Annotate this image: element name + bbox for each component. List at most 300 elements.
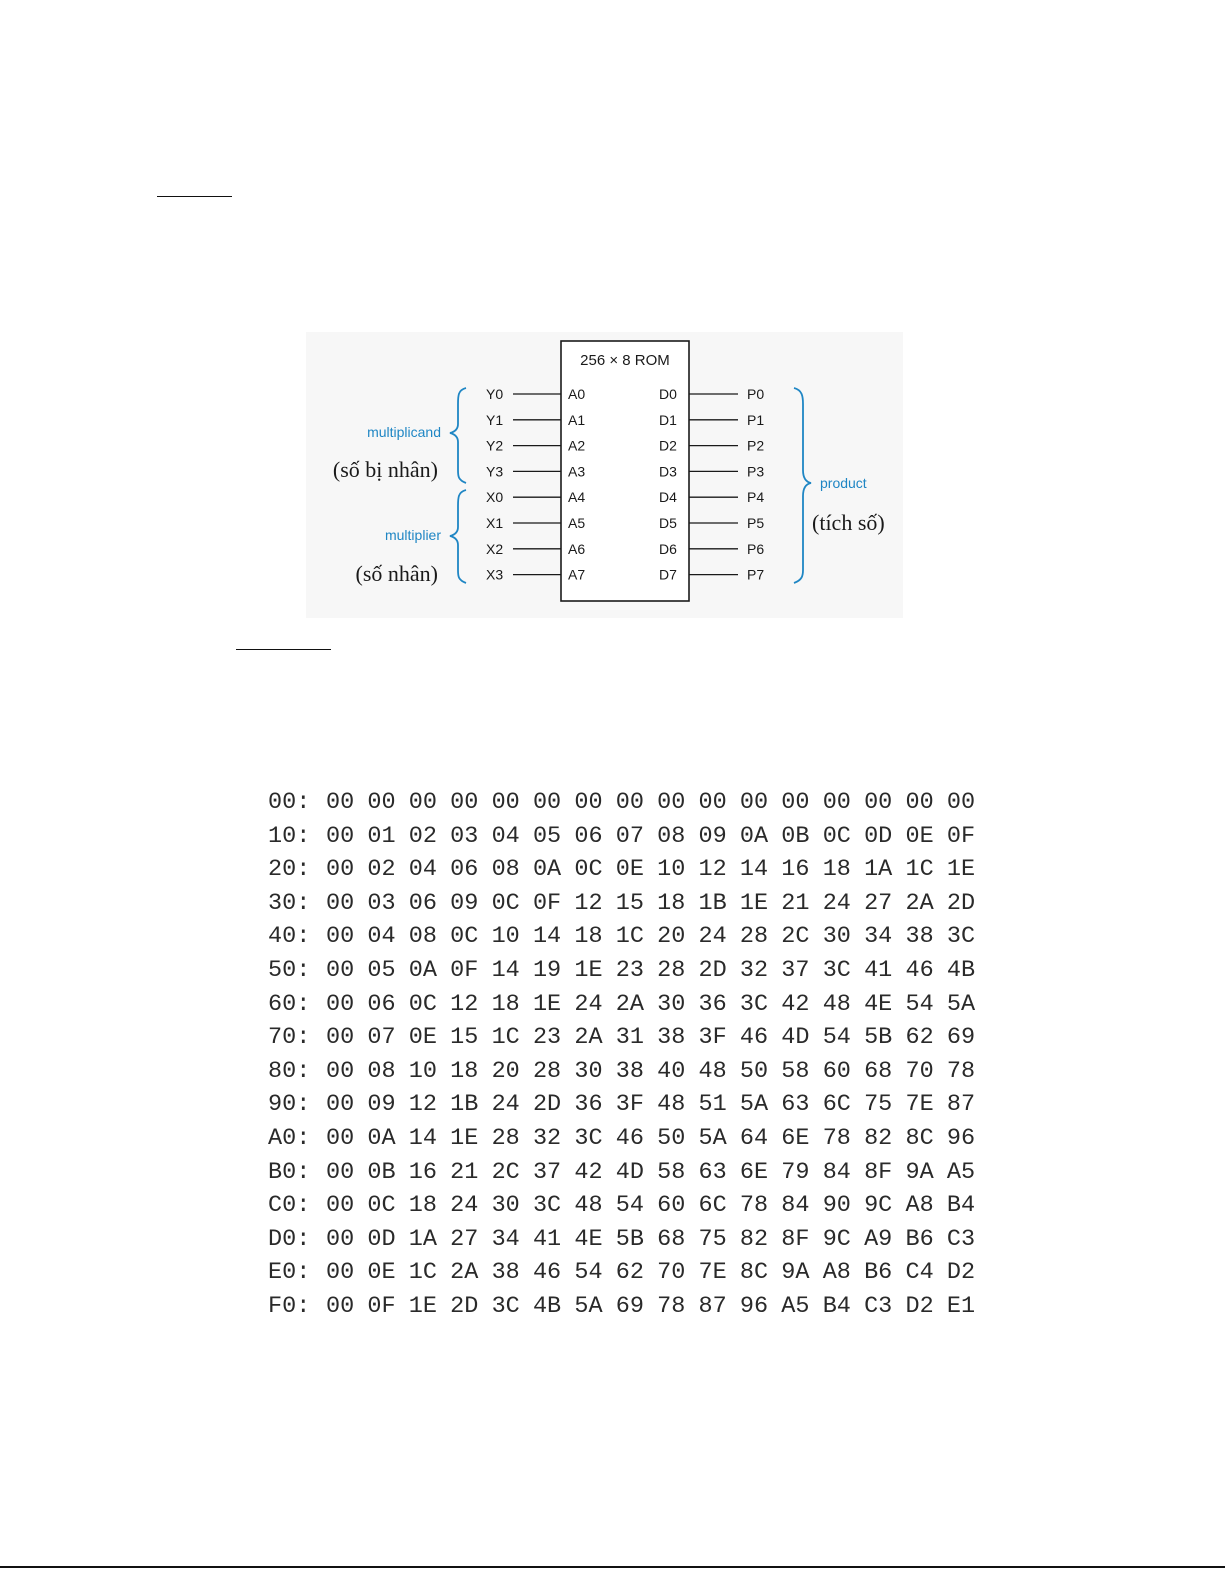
hex-cell: 06 (408, 889, 437, 917)
hex-cell: 54 (905, 990, 934, 1018)
hex-cell: 0E (905, 822, 934, 850)
hex-cell: 08 (408, 923, 437, 951)
hex-cell: B4 (946, 1192, 976, 1220)
hex-cell: 3F (698, 1024, 727, 1052)
hex-cell: 00 (326, 923, 355, 951)
hex-cell: 3C (491, 1292, 520, 1320)
hex-cell: 4B (946, 956, 976, 984)
hex-cell: 9A (781, 1259, 810, 1287)
hex-cell: 03 (367, 889, 396, 917)
hex-cell: 1E (450, 1124, 479, 1152)
hex-cell: 0C (408, 990, 437, 1018)
input-label: X1 (486, 515, 504, 531)
hex-cell: A5 (946, 1158, 976, 1186)
hex-cell: 5A (574, 1292, 603, 1320)
hex-row (268, 1223, 988, 1257)
hex-row (268, 1021, 988, 1055)
hex-cell: 03 (450, 822, 479, 850)
rom-diagram-svg (306, 332, 903, 618)
multiplier-viet-label: (số nhân) (355, 561, 438, 586)
hex-cell: A5 (781, 1292, 810, 1320)
output-label: P3 (747, 463, 765, 480)
hex-cell: 30 (822, 923, 851, 951)
hex-row (268, 1256, 988, 1290)
hex-cell: 16 (781, 856, 810, 884)
address-pin-label: A0 (568, 386, 586, 402)
hex-cell: 5A (946, 990, 976, 1018)
hex-cell: 0C (367, 1192, 396, 1220)
hex-cell: 2A (905, 889, 934, 917)
hex-cell: 00 (326, 1225, 355, 1253)
hex-cell: 58 (781, 1057, 810, 1085)
hex-cell: 00 (491, 789, 520, 816)
hex-cell: 64 (739, 1124, 769, 1152)
hex-cell: 5A (698, 1124, 727, 1152)
hex-cell: 0A (408, 956, 437, 984)
hex-row (268, 1055, 988, 1089)
hex-cell: 69 (946, 1024, 976, 1052)
data-pin-label: D2 (659, 437, 677, 454)
address-pin-label: A4 (568, 489, 586, 506)
hex-cell: 63 (698, 1158, 727, 1186)
hex-cell: 09 (367, 1091, 396, 1119)
hex-cell: 51 (698, 1091, 727, 1119)
hex-cell: 00 (698, 789, 727, 816)
hex-cell: 08 (657, 822, 686, 850)
hex-cell: 00 (864, 789, 893, 816)
hex-cell: 06 (367, 990, 396, 1018)
hex-cell: 38 (657, 1024, 686, 1052)
hex-cell: 24 (698, 923, 727, 951)
hex-cell: 70 (657, 1259, 686, 1287)
hex-cell: 1B (450, 1091, 479, 1119)
address-pin-label: A1 (568, 411, 586, 428)
hex-cell: 10 (491, 923, 520, 951)
hex-row-address: 40: (268, 923, 311, 951)
hex-cell: 18 (408, 1192, 437, 1220)
hex-cell: 1C (491, 1024, 520, 1052)
hex-cell: 0C (491, 889, 520, 917)
hex-cell: 60 (657, 1192, 686, 1220)
hex-cell: 10 (408, 1057, 437, 1085)
hex-cell: 0E (615, 856, 644, 884)
hex-cell: 24 (574, 990, 603, 1018)
hex-cell: 48 (657, 1091, 686, 1119)
hex-row (268, 1088, 988, 1122)
hex-cell: 0D (367, 1225, 396, 1253)
hex-cell: 0F (946, 822, 976, 850)
hex-cell: 2C (781, 923, 810, 951)
output-label: P0 (747, 386, 765, 402)
hex-row-address: C0: (268, 1192, 311, 1220)
hex-cell: 14 (739, 856, 769, 884)
multiplicand-viet-label: (số bị nhân) (332, 457, 438, 482)
hex-cell: 28 (739, 923, 769, 951)
hex-cell: 00 (450, 789, 479, 816)
hex-cell: 38 (615, 1057, 644, 1085)
hex-cell: 15 (450, 1024, 479, 1052)
hex-cell: 36 (698, 990, 727, 1018)
hex-cell: 8F (864, 1158, 893, 1186)
hex-cell: 78 (822, 1124, 851, 1152)
hex-cell: 2D (450, 1292, 479, 1320)
hex-cell: 02 (408, 822, 437, 850)
hex-cell: 0E (408, 1024, 437, 1052)
hex-cell: 0A (739, 822, 769, 850)
hex-cell: 46 (905, 956, 934, 984)
hex-cell: 23 (615, 956, 644, 984)
hex-cell: 9A (905, 1158, 934, 1186)
hex-cell: 16 (408, 1158, 437, 1186)
hex-cell: 84 (781, 1192, 810, 1220)
hex-cell: 1E (532, 990, 562, 1018)
hex-cell: 00 (574, 789, 603, 816)
hex-cell: 02 (367, 856, 396, 884)
hex-cell: 9C (864, 1192, 893, 1220)
hex-cell: 18 (574, 923, 603, 951)
hex-row (268, 1122, 988, 1156)
input-label: Y0 (486, 386, 504, 402)
hex-cell: 6E (739, 1158, 769, 1186)
hex-cell: 00 (326, 990, 355, 1018)
rom-multiplier-diagram (306, 332, 903, 618)
output-label: P1 (747, 411, 765, 428)
hex-cell: 2C (491, 1158, 520, 1186)
hex-cell: B6 (864, 1259, 893, 1287)
hex-cell: 0B (367, 1158, 396, 1186)
hex-row-address: D0: (268, 1225, 311, 1253)
hex-cell: 78 (946, 1057, 976, 1085)
hex-cell: 1C (408, 1259, 437, 1287)
hex-row-address: 10: (268, 822, 311, 850)
hex-cell: 1A (408, 1225, 437, 1253)
hex-cell: 69 (615, 1292, 644, 1320)
hex-row-address: E0: (268, 1259, 311, 1287)
hex-cell: 3C (532, 1192, 562, 1220)
hex-row-address: 80: (268, 1057, 311, 1085)
hex-cell: 00 (326, 1091, 355, 1119)
hex-cell: 20 (491, 1057, 520, 1085)
hex-cell: 30 (491, 1192, 520, 1220)
data-pin-label: D1 (659, 411, 677, 428)
hex-cell: 50 (739, 1057, 769, 1085)
hex-cell: 18 (657, 889, 686, 917)
hex-cell: 37 (532, 1158, 562, 1186)
hex-cell: B6 (905, 1225, 934, 1253)
hex-cell: 63 (781, 1091, 810, 1119)
hex-cell: 79 (781, 1158, 810, 1186)
output-label: P4 (747, 489, 765, 506)
hex-row (268, 954, 988, 988)
hex-cell: 24 (491, 1091, 520, 1119)
hex-cell: 54 (615, 1192, 644, 1220)
hex-cell: 42 (574, 1158, 603, 1186)
hex-cell: 21 (781, 889, 810, 917)
hex-cell: C3 (864, 1292, 893, 1320)
hex-cell: 00 (326, 1024, 355, 1052)
hex-cell: 31 (615, 1024, 644, 1052)
hex-cell: 00 (326, 1292, 355, 1320)
hex-row (268, 853, 988, 887)
hex-cell: 42 (781, 990, 810, 1018)
hex-cell: 18 (822, 856, 851, 884)
hex-cell: 2A (450, 1259, 479, 1287)
data-pin-label: D6 (659, 540, 677, 557)
hex-cell: 00 (326, 1259, 355, 1287)
hex-cell: 1E (574, 956, 603, 984)
product-viet-label: (tích số) (812, 510, 885, 535)
hex-row (268, 1156, 988, 1190)
hex-cell: 14 (491, 956, 520, 984)
hex-cell: 00 (326, 856, 355, 884)
hex-cell: 78 (657, 1292, 686, 1320)
hex-cell: 34 (864, 923, 893, 951)
hex-row-address: F0: (268, 1292, 311, 1320)
hex-row-address: 00: (268, 789, 311, 816)
hex-cell: 96 (739, 1292, 769, 1320)
hex-cell: 0C (450, 923, 479, 951)
hex-cell: 18 (450, 1057, 479, 1085)
hex-cell: 6C (822, 1091, 851, 1119)
hex-cell: 6E (781, 1124, 810, 1152)
hex-cell: 4B (532, 1292, 562, 1320)
hex-cell: 34 (491, 1225, 520, 1253)
hex-cell: C4 (905, 1259, 934, 1287)
hex-cell: 09 (450, 889, 479, 917)
hex-cell: 00 (367, 789, 396, 816)
hex-cell: 8C (905, 1124, 934, 1152)
hex-cell: 46 (615, 1124, 644, 1152)
hex-cell: 12 (574, 889, 603, 917)
heading-underline-2 (236, 649, 331, 650)
hex-row (268, 1189, 988, 1223)
hex-row-address: 60: (268, 990, 311, 1018)
hex-cell: 10 (657, 856, 686, 884)
hex-row-address: A0: (268, 1124, 311, 1152)
hex-cell: 1C (905, 856, 934, 884)
hex-cell: 00 (326, 822, 355, 850)
hex-cell: 32 (739, 956, 769, 984)
hex-row-address: 90: (268, 1091, 311, 1119)
hex-cell: 3F (615, 1091, 644, 1119)
hex-cell: 48 (822, 990, 851, 1018)
hex-cell: 48 (574, 1192, 603, 1220)
hex-cell: 8F (781, 1225, 810, 1253)
hex-cell: A9 (864, 1225, 893, 1253)
hex-cell: 82 (864, 1124, 893, 1152)
hex-cell: 00 (326, 1124, 355, 1152)
hex-cell: 2A (574, 1024, 603, 1052)
hex-cell: 30 (657, 990, 686, 1018)
heading-underline-1 (157, 196, 232, 197)
input-label: X3 (486, 566, 504, 583)
output-label: P2 (747, 437, 765, 454)
output-label: P5 (747, 515, 765, 531)
hex-cell: C3 (946, 1225, 976, 1253)
hex-row-address: B0: (268, 1158, 311, 1186)
hex-cell: 0F (532, 889, 562, 917)
hex-cell: 68 (657, 1225, 686, 1253)
hex-cell: 6C (698, 1192, 727, 1220)
hex-cell: 06 (574, 822, 603, 850)
hex-cell: 0B (781, 822, 810, 850)
hex-row (268, 887, 988, 921)
hex-cell: 46 (532, 1259, 562, 1287)
hex-cell: 00 (326, 1192, 355, 1220)
hex-cell: 00 (326, 789, 355, 816)
hex-cell: 00 (781, 789, 810, 816)
hex-cell: 07 (615, 822, 644, 850)
input-label: Y3 (486, 463, 504, 480)
hex-cell: 3C (946, 923, 976, 951)
hex-cell: 01 (367, 822, 396, 850)
hex-cell: 1E (739, 889, 769, 917)
hex-cell: 04 (408, 856, 437, 884)
data-pin-label: D5 (659, 515, 677, 531)
hex-cell: 87 (946, 1091, 976, 1119)
address-pin-label: A2 (568, 437, 586, 454)
hex-row (268, 820, 988, 854)
hex-cell: 3C (574, 1124, 603, 1152)
hex-cell: 46 (739, 1024, 769, 1052)
hex-cell: 96 (946, 1124, 976, 1152)
hex-cell: 7E (698, 1259, 727, 1287)
hex-cell: 21 (450, 1158, 479, 1186)
hex-cell: 4E (574, 1225, 603, 1253)
hex-cell: 27 (864, 889, 893, 917)
hex-row-address: 50: (268, 956, 311, 984)
hex-cell: A8 (905, 1192, 934, 1220)
hex-cell: 2D (532, 1091, 562, 1119)
data-pin-label: D3 (659, 463, 677, 480)
hex-cell: 00 (946, 789, 976, 816)
hex-row (268, 786, 988, 820)
hex-row (268, 920, 988, 954)
hex-cell: 7E (905, 1091, 934, 1119)
hex-cell: 00 (326, 1057, 355, 1085)
hex-cell: 0F (367, 1292, 396, 1320)
data-pin-label: D4 (659, 489, 677, 506)
hex-cell: 06 (450, 856, 479, 884)
hex-cell: 62 (905, 1024, 934, 1052)
hex-cell: 00 (408, 789, 437, 816)
address-pin-label: A7 (568, 566, 586, 583)
hex-cell: 1B (698, 889, 727, 917)
hex-cell: 00 (326, 956, 355, 984)
hex-cell: 58 (657, 1158, 686, 1186)
hex-cell: 0C (822, 822, 851, 850)
hex-cell: 60 (822, 1057, 851, 1085)
hex-cell: 0E (367, 1259, 396, 1287)
hex-cell: 68 (864, 1057, 893, 1085)
hex-cell: 00 (739, 789, 769, 816)
hex-cell: 12 (450, 990, 479, 1018)
hex-cell: 90 (822, 1192, 851, 1220)
hex-cell: 54 (574, 1259, 603, 1287)
hex-cell: 8C (739, 1259, 769, 1287)
hex-cell: 36 (574, 1091, 603, 1119)
hex-cell: 19 (532, 956, 562, 984)
hex-cell: 00 (905, 789, 934, 816)
hex-cell: 41 (864, 956, 893, 984)
input-label: Y2 (486, 437, 504, 454)
hex-row (268, 988, 988, 1022)
hex-cell: 3C (822, 956, 851, 984)
hex-cell: 48 (698, 1057, 727, 1085)
hex-cell: 00 (657, 789, 686, 816)
multiplier-label: multiplier (384, 527, 441, 543)
rom-title: 256 × 8 ROM (580, 352, 670, 369)
hex-cell: 5B (864, 1024, 893, 1052)
hex-cell: 00 (326, 1158, 355, 1186)
hex-cell: D2 (946, 1259, 976, 1287)
hex-cell: 4E (864, 990, 893, 1018)
hex-cell: 0A (532, 856, 562, 884)
hex-cell: 15 (615, 889, 644, 917)
output-label: P7 (747, 566, 765, 583)
hex-cell: 12 (408, 1091, 437, 1119)
hex-cell: 37 (781, 956, 810, 984)
hex-cell: 41 (532, 1225, 562, 1253)
hex-cell: 9C (822, 1225, 851, 1253)
hex-cell: 5B (615, 1225, 644, 1253)
hex-cell: 00 (532, 789, 562, 816)
hex-cell: 5A (739, 1091, 769, 1119)
hex-cell: 2D (946, 889, 976, 917)
hex-cell: 18 (491, 990, 520, 1018)
hex-cell: 1E (408, 1292, 437, 1320)
output-label: P6 (747, 540, 765, 557)
hex-cell: 87 (698, 1292, 727, 1320)
hex-cell: 0F (450, 956, 479, 984)
address-pin-label: A3 (568, 463, 586, 480)
hex-cell: 00 (326, 889, 355, 917)
hex-cell: 78 (739, 1192, 769, 1220)
hex-cell: 23 (532, 1024, 562, 1052)
hex-cell: 30 (574, 1057, 603, 1085)
hex-cell: 12 (698, 856, 727, 884)
hex-cell: 05 (532, 822, 562, 850)
hex-cell: 04 (367, 923, 396, 951)
hex-cell: 20 (657, 923, 686, 951)
hex-cell: 1C (615, 923, 644, 951)
hex-cell: 05 (367, 956, 396, 984)
hex-cell: 14 (408, 1124, 437, 1152)
address-pin-label: A5 (568, 515, 586, 531)
hex-cell: 50 (657, 1124, 686, 1152)
multiplicand-label: multiplicand (367, 424, 441, 440)
hex-cell: 2D (698, 956, 727, 984)
data-pin-label: D7 (659, 566, 677, 583)
address-pin-label: A6 (568, 540, 586, 557)
hex-cell: 4D (781, 1024, 810, 1052)
hex-cell: 24 (450, 1192, 479, 1220)
hex-cell: 0D (864, 822, 893, 850)
hex-cell: 1A (864, 856, 893, 884)
input-label: X2 (486, 540, 504, 557)
hex-cell: 62 (615, 1259, 644, 1287)
hex-row (268, 1290, 988, 1324)
hex-cell: E1 (946, 1292, 976, 1320)
rom-hex-table (268, 786, 988, 1324)
input-label: Y1 (486, 411, 504, 428)
hex-cell: 08 (491, 856, 520, 884)
hex-cell: 0C (574, 856, 603, 884)
hex-cell: 84 (822, 1158, 851, 1186)
data-pin-label: D0 (659, 386, 677, 402)
input-label: X0 (486, 489, 504, 506)
hex-cell: 24 (822, 889, 851, 917)
